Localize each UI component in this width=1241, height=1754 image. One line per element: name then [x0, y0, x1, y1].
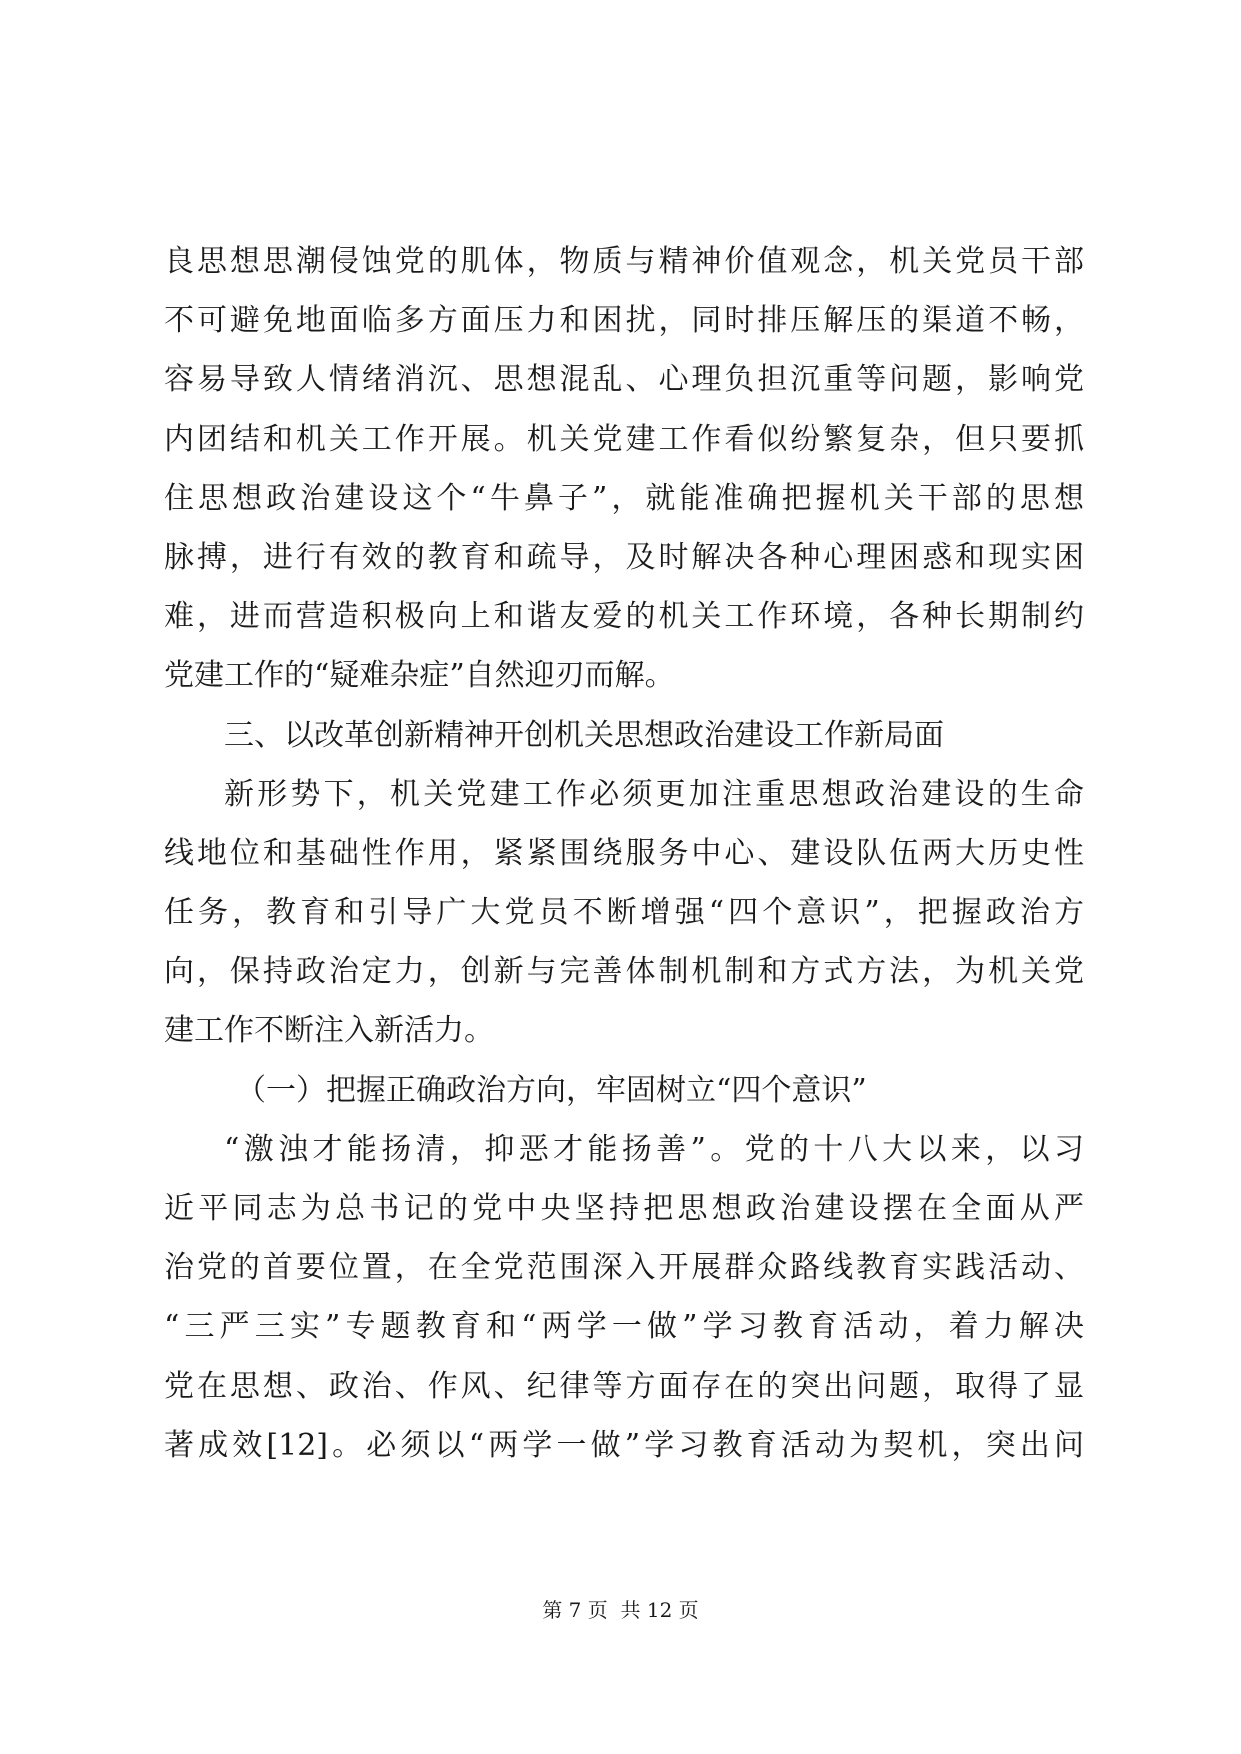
- text-line: 难，进而营造积极向上和谐友爱的机关工作环境，各种长期制约: [164, 599, 1084, 635]
- text-line: “三严三实”专题教育和“两学一做”学习教育活动，着力解决: [164, 1309, 1084, 1345]
- text-line: “激浊才能扬清，抑恶才能扬善”。党的十八大以来，以习: [224, 1131, 1084, 1167]
- text-line: 治党的首要位置，在全党范围深入开展群众路线教育实践活动、: [164, 1250, 1084, 1286]
- subsection-heading: （一）把握正确政治方向，牢固树立“四个意识”: [236, 1072, 867, 1108]
- text-line: 党建工作的“疑难杂症”自然迎刃而解。: [164, 658, 675, 694]
- text-line: 新形势下，机关党建工作必须更加注重思想政治建设的生命: [224, 776, 1084, 812]
- text-line: 党在思想、政治、作风、纪律等方面存在的突出问题，取得了显: [164, 1368, 1084, 1404]
- text-line: 著成效[12]。必须以“两学一做”学习教育活动为契机，突出问: [164, 1427, 1084, 1463]
- text-line: 任务，教育和引导广大党员不断增强“四个意识”，把握政治方: [164, 895, 1084, 931]
- text-line: 脉搏，进行有效的教育和疏导，及时解决各种心理困惑和现实困: [164, 539, 1084, 575]
- document-body: [164, 232, 1084, 1475]
- text-line: 不可避免地面临多方面压力和困扰，同时排压解压的渠道不畅，: [164, 303, 1084, 339]
- text-line: 容易导致人情绪消沉、思想混乱、心理负担沉重等问题，影响党: [164, 362, 1084, 398]
- text-line: 住思想政治建设这个“牛鼻子”，就能准确把握机关干部的思想: [164, 480, 1084, 516]
- text-line: 近平同志为总书记的党中央坚持把思想政治建设摆在全面从严: [164, 1191, 1084, 1226]
- text-line: 内团结和机关工作开展。机关党建工作看似纷繁复杂，但只要抓: [164, 421, 1084, 457]
- text-line: 建工作不断注入新活力。: [164, 1013, 494, 1049]
- text-line: 良思想思潮侵蚀党的肌体，物质与精神价值观念，机关党员干部: [164, 244, 1084, 279]
- page-number-footer: 第 7 页 共 12 页: [542, 1598, 699, 1622]
- text-line: 线地位和基础性作用，紧紧围绕服务中心、建设队伍两大历史性: [164, 835, 1084, 871]
- text-line: 向，保持政治定力，创新与完善体制机制和方式方法，为机关党: [164, 954, 1084, 990]
- section-heading: 三、以改革创新精神开创机关思想政治建设工作新局面: [224, 717, 944, 753]
